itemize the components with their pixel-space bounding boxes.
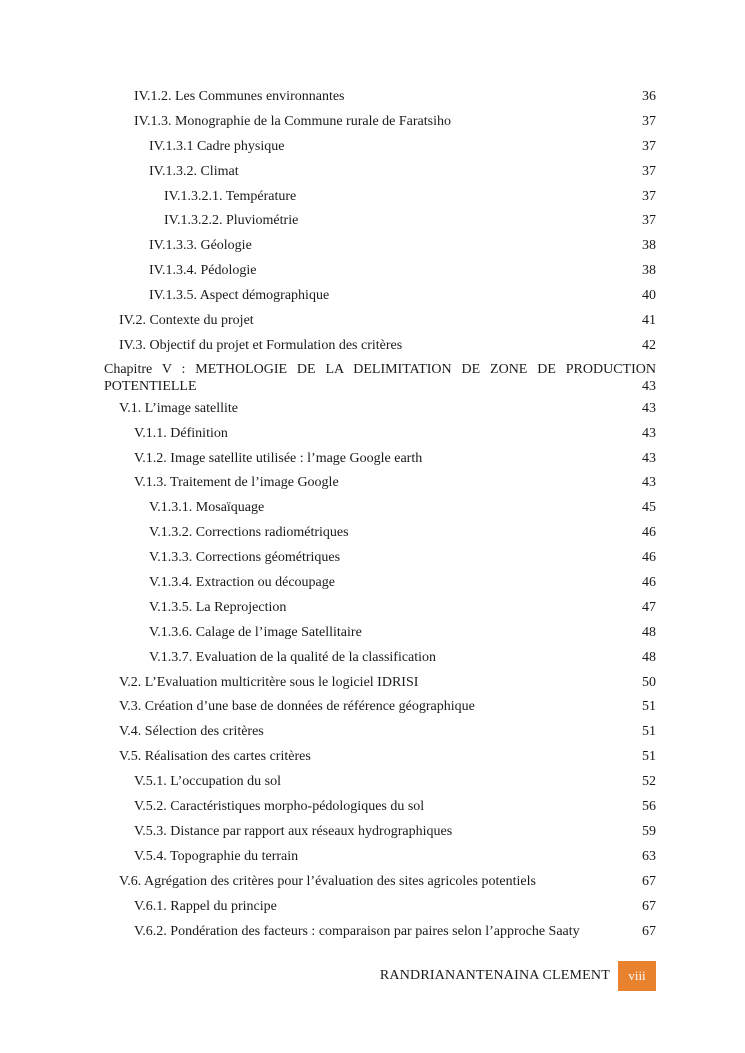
toc-entry-title: IV.1.3.5. Aspect démographique [149,288,330,304]
toc-entry-title: V.1.3.6. Calage de l’image Satellitaire [149,624,362,640]
toc-entry-page: 36 [642,89,656,104]
toc-entry-page: 43 [642,425,656,441]
toc-entry[interactable] [104,498,656,523]
toc-entry-page: 37 [642,138,656,154]
toc-entry-page: 63 [642,848,656,864]
table-of-contents [104,87,656,946]
chapter-title-line-1: Chapitre V : METHOLOGIE DE LA DELIMITATION DE ZONE DE PRODUCTION [104,361,656,377]
chapter-page-number: 43 [642,378,656,394]
toc-section-chapter-v [104,399,656,947]
toc-entry-page: 40 [642,288,656,304]
toc-entry-page: 51 [642,724,656,740]
toc-entry-title: V.1.3.5. La Reprojection [149,599,287,615]
toc-entry[interactable] [104,598,656,623]
toc-entry-page: 43 [642,450,656,466]
toc-section-chapter-iv [104,87,656,361]
toc-entry[interactable] [104,87,656,112]
toc-entry-page: 52 [642,774,656,790]
toc-entry-title: IV.2. Contexte du projet [119,313,254,329]
toc-entry-title: V.5.2. Caractéristiques morpho-pédologiques du sol [134,799,425,815]
toc-entry-page: 46 [642,575,656,591]
toc-entry-title: V.3. Création d’une base de données de référence géographique [119,699,475,715]
toc-entry-title: V.5.4. Topographie du terrain [134,848,299,864]
toc-entry[interactable] [104,673,656,698]
toc-entry-page: 47 [642,599,656,615]
toc-entry-page: 59 [642,823,656,839]
toc-entry-page: 45 [642,500,656,516]
toc-entry-page: 37 [642,163,656,179]
toc-entry-page: 67 [642,923,656,939]
toc-entry-title: IV.1.3.4. Pédologie [149,263,257,279]
toc-entry[interactable] [104,797,656,822]
toc-entry-title: V.2. L’Evaluation multicritère sous le logiciel IDRISI [119,674,419,690]
footer-page-number: viii [618,961,656,991]
toc-entry-title: V.6.2. Pondération des facteurs : comparaison par paires selon l’approche Saaty [134,923,580,939]
toc-entry[interactable] [104,286,656,311]
toc-entry[interactable] [104,697,656,722]
toc-entry-title: V.1.3.4. Extraction ou découpage [149,575,335,591]
toc-entry[interactable] [104,548,656,573]
footer-author: RANDRIANANTENAINA CLEMENT [379,968,610,983]
toc-entry-page: 42 [642,337,656,353]
toc-entry-page: 38 [642,263,656,279]
toc-entry-page: 41 [642,313,656,329]
toc-entry-page: 48 [642,649,656,665]
toc-entry-page: 51 [642,749,656,765]
toc-entry-page: 46 [642,525,656,541]
toc-entry[interactable] [104,722,656,747]
toc-entry-title: V.1.3.2. Corrections radiométriques [149,525,349,541]
toc-entry-title: V.6. Agrégation des critères pour l’évaluation des sites agricoles potentiels [119,873,536,889]
toc-entry-title: V.6.1. Rappel du principe [134,898,277,914]
toc-entry-title: V.1.1. Définition [134,425,228,441]
toc-entry-page: 37 [642,213,656,229]
toc-entry-title: IV.1.2. Les Communes environnantes [134,89,345,104]
toc-entry-title: IV.1.3.2.1. Température [164,188,297,204]
toc-entry-title: IV.1.3.2.2. Pluviométrie [164,213,299,229]
toc-entry[interactable] [104,523,656,548]
toc-entry-title: IV.1.3.1 Cadre physique [149,138,285,154]
toc-entry-page: 56 [642,799,656,815]
page-footer [380,961,656,991]
toc-entry-title: V.1.3.7. Evaluation de la qualité de la classification [149,649,437,665]
toc-entry-page: 46 [642,550,656,566]
toc-entry[interactable] [104,187,656,212]
toc-entry[interactable] [104,897,656,922]
toc-entry-title: V.1.2. Image satellite utilisée : l’mage Google earth [134,450,423,466]
toc-entry-title: IV.1.3.2. Climat [149,163,239,179]
toc-entry-title: V.1.3. Traitement de l’image Google [134,475,339,491]
toc-entry-page: 67 [642,898,656,914]
toc-entry[interactable] [104,399,656,424]
toc-entry[interactable] [104,336,656,361]
toc-entry-page: 38 [642,238,656,254]
toc-entry-title: V.5.3. Distance par rapport aux réseaux hydrographiques [134,823,453,839]
toc-entry-page: 51 [642,699,656,715]
toc-entry[interactable] [104,847,656,872]
toc-entry[interactable] [104,261,656,286]
toc-entry-title: V.5. Réalisation des cartes critères [119,749,311,765]
toc-entry-title: IV.1.3.3. Géologie [149,238,252,254]
toc-entry-page: 43 [642,400,656,416]
toc-entry[interactable] [104,922,656,947]
toc-entry-title: V.1.3.1. Mosaïquage [149,500,265,516]
toc-entry-title: IV.3. Objectif du projet et Formulation des critères [119,337,403,353]
toc-entry[interactable] [104,449,656,474]
toc-entry[interactable] [104,473,656,498]
toc-entry[interactable] [104,211,656,236]
toc-entry-title: V.5.1. L’occupation du sol [134,774,281,790]
toc-entry[interactable] [104,137,656,162]
toc-entry[interactable] [104,112,656,137]
toc-entry[interactable] [104,424,656,449]
toc-entry-page: 37 [642,113,656,129]
toc-entry[interactable] [104,573,656,598]
toc-entry-page: 43 [642,475,656,491]
toc-entry[interactable] [104,772,656,797]
toc-entry-title: IV.1.3. Monographie de la Commune rurale de Faratsiho [134,113,452,129]
chapter-title-line-2: POTENTIELLE [104,378,197,394]
toc-chapter-heading[interactable] [104,361,656,399]
toc-entry[interactable] [104,162,656,187]
toc-entry[interactable] [104,311,656,336]
toc-entry-title: V.1.3.3. Corrections géométriques [149,550,341,566]
toc-entry[interactable] [104,872,656,897]
toc-entry[interactable] [104,747,656,772]
toc-entry-title: V.4. Sélection des critères [119,724,264,740]
toc-entry[interactable] [104,623,656,648]
toc-entry-title: V.1. L’image satellite [119,400,238,416]
toc-entry[interactable] [104,236,656,261]
toc-entry-page: 37 [642,188,656,204]
toc-entry[interactable] [104,648,656,673]
toc-entry[interactable] [104,822,656,847]
toc-entry-page: 50 [642,674,656,690]
toc-entry-page: 48 [642,624,656,640]
toc-entry-page: 67 [642,873,656,889]
